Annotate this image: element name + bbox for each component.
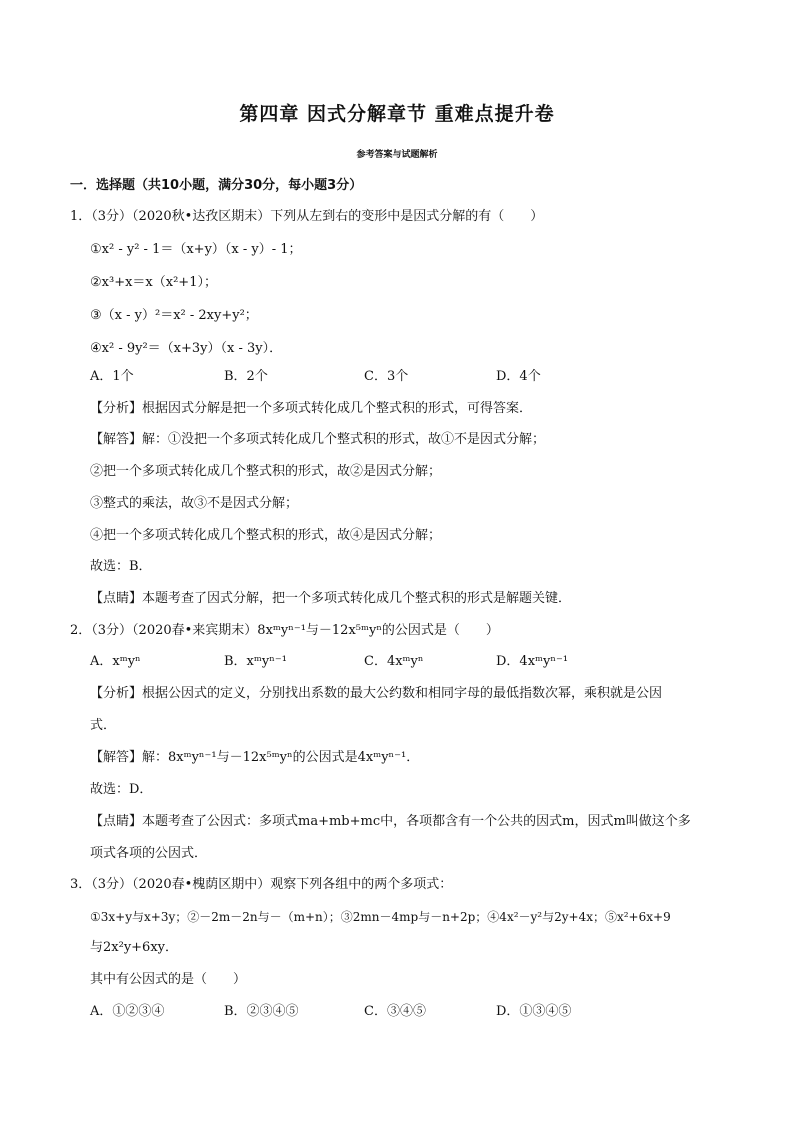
q1-item-1: ①x² - y² - 1＝（x+y）（x - y）- 1；: [90, 242, 302, 257]
q1-choose: 故选：B．: [90, 559, 152, 574]
q1-solution-4: ④把一个多项式转化成几个整式积的形式，故④是因式分解；: [90, 528, 442, 543]
q1-item-4: ④x² - 9y²＝（x+3y）（x - 3y）．: [90, 341, 283, 356]
q1-solution-1: 【解答】解：①没把一个多项式转化成几个整式积的形式，故①不是因式分解；: [90, 432, 546, 447]
q2-option-d: D．4xᵐyⁿ⁻¹: [496, 654, 569, 669]
q2-choose: 故选：D．: [90, 782, 153, 797]
q3-line-2: 与2x²y+6xy．: [90, 940, 178, 955]
q3-option-a: A．①②③④: [90, 1004, 165, 1019]
q1-option-a: A．1个: [90, 369, 134, 384]
q2-solution: 【解答】解：8xᵐyⁿ⁻¹与－12x⁵ᵐyⁿ的公因式是4xᵐyⁿ⁻¹．: [90, 750, 420, 765]
q1-solution-3: ③整式的乘法，故③不是因式分解；: [90, 496, 299, 511]
q1-option-c: C．3个: [364, 369, 409, 384]
q2-option-c: C．4xᵐyⁿ: [364, 654, 424, 669]
q1-stem: 1．（3分）（2020秋•达孜区期末）下列从左到右的变形中是因式分解的有（ ）: [70, 209, 544, 224]
q2-stem: 2．（3分）（2020春•来宾期末）8xᵐyⁿ⁻¹与－12x⁵ᵐyⁿ的公因式是（ ）: [70, 623, 499, 638]
q3-option-b: B．②③④⑤: [224, 1004, 299, 1019]
q1-option-d: D．4个: [496, 369, 541, 384]
q3-ask: 其中有公因式的是（ ）: [90, 972, 247, 987]
q2-option-b: B．xᵐyⁿ⁻¹: [224, 654, 287, 669]
q2-option-a: A．xᵐyⁿ: [90, 654, 141, 669]
q2-comment-2: 项式各项的公因式．: [90, 846, 208, 861]
page-subtitle: 参考答案与试题解析: [356, 150, 438, 160]
q3-option-c: C．③④⑤: [364, 1004, 426, 1019]
page-title: 第四章 因式分解章节 重难点提升卷: [239, 103, 555, 125]
q3-line-1: ①3x+y与x+3y；②－2m－2n与－（m+n）；③2mn－4mp与－n+2p；④4x²－y²与2y+4x；⑤x²+6x+9: [90, 910, 671, 924]
q1-item-2: ②x³+x＝x（x²+1）；: [90, 275, 217, 290]
q1-option-b: B．2个: [224, 369, 268, 384]
q2-analysis-1: 【分析】根据公因式的定义，分别找出系数的最大公约数和相同字母的最低指数次幂，乘积就是公因: [90, 686, 663, 701]
q1-comment: 【点睛】本题考查了因式分解，把一个多项式转化成几个整式积的形式是解题关键．: [90, 591, 572, 606]
q1-solution-2: ②把一个多项式转化成几个整式积的形式，故②是因式分解；: [90, 464, 442, 479]
q2-analysis-2: 式．: [90, 718, 117, 733]
q2-comment-1: 【点睛】本题考查了公因式：多项式ma+mb+mc中，各项都含有一个公共的因式m，因式m叫做这个多: [90, 814, 691, 829]
q1-item-3: ③（x - y）²＝x² - 2xy+y²；: [90, 308, 258, 323]
q3-stem: 3．（3分）（2020春•槐荫区期中）观察下列各组中的两个多项式：: [70, 877, 453, 892]
q1-analysis: 【分析】根据因式分解是把一个多项式转化成几个整式积的形式，可得答案．: [90, 401, 533, 416]
section-heading: 一．选择题（共10小题，满分30分，每小题3分）: [70, 178, 363, 193]
q3-option-d: D．①③④⑤: [496, 1004, 572, 1019]
